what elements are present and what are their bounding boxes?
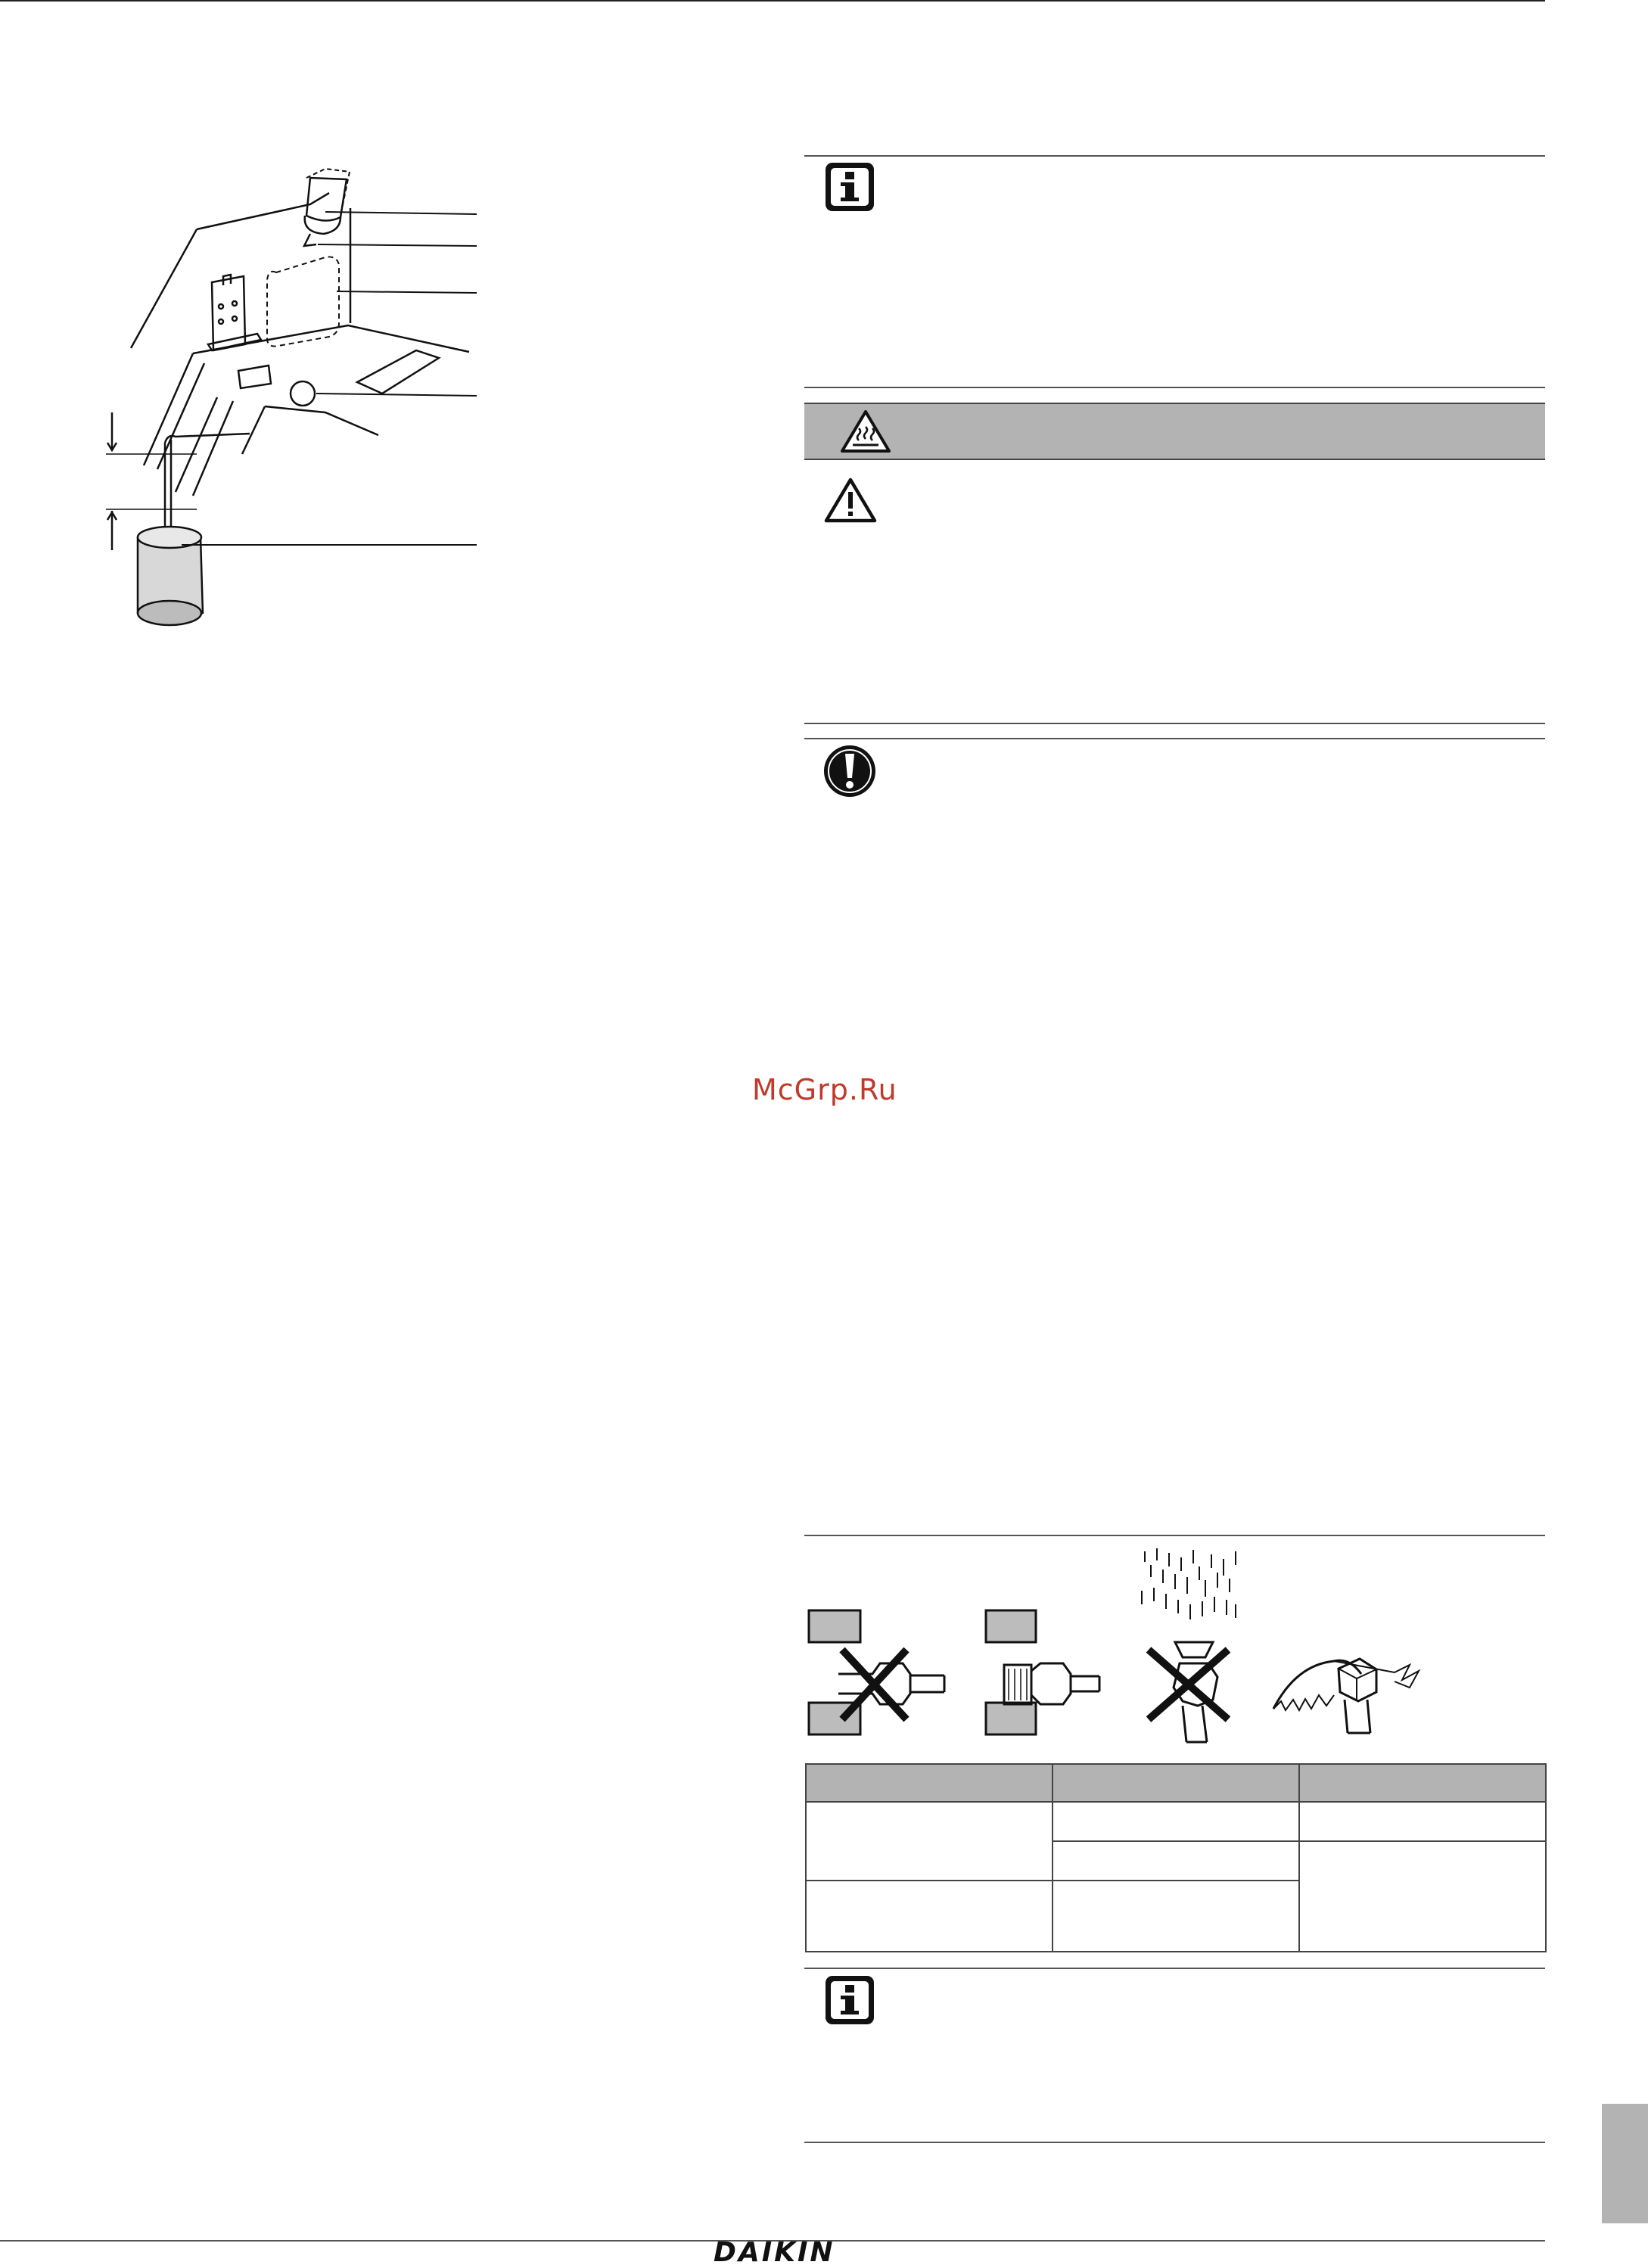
side-tab xyxy=(1602,2104,1648,2223)
brand-logo: DAIKIN xyxy=(714,2237,835,2268)
table-cell xyxy=(1053,1881,1299,1952)
warning-box-bottom-rule xyxy=(804,723,1545,724)
table-cell xyxy=(1299,1841,1546,1952)
watermark: McGrp.Ru xyxy=(752,1073,897,1106)
notice-box-top-rule xyxy=(804,738,1545,739)
flare-handling-figures xyxy=(804,1544,1485,1756)
table-header-cell xyxy=(806,1764,1053,1802)
hot-surface-band xyxy=(804,403,1545,460)
flare-figure-top-rule xyxy=(804,1535,1545,1536)
table-cell xyxy=(1053,1841,1299,1881)
info-box-bottom-rule xyxy=(804,387,1545,388)
table-cell xyxy=(806,1881,1053,1952)
table-cell xyxy=(806,1802,1053,1881)
info-box-top-rule xyxy=(804,155,1545,157)
table-header-cell xyxy=(1299,1764,1546,1802)
exclamation-circle-icon xyxy=(822,743,878,799)
warning-triangle-icon xyxy=(823,477,878,524)
table-cell xyxy=(1053,1802,1299,1841)
spec-table xyxy=(805,1763,1547,1952)
top-rule xyxy=(0,0,1545,2)
table-header-cell xyxy=(1053,1764,1299,1802)
info-icon xyxy=(823,160,876,213)
info-box-2-bottom-rule xyxy=(804,2142,1545,2143)
table-cell xyxy=(1299,1802,1546,1841)
drain-test-illustration xyxy=(76,155,484,639)
hot-surface-icon xyxy=(839,409,892,454)
info-box-2-top-rule xyxy=(804,1968,1545,1969)
info-icon xyxy=(823,1974,876,2027)
